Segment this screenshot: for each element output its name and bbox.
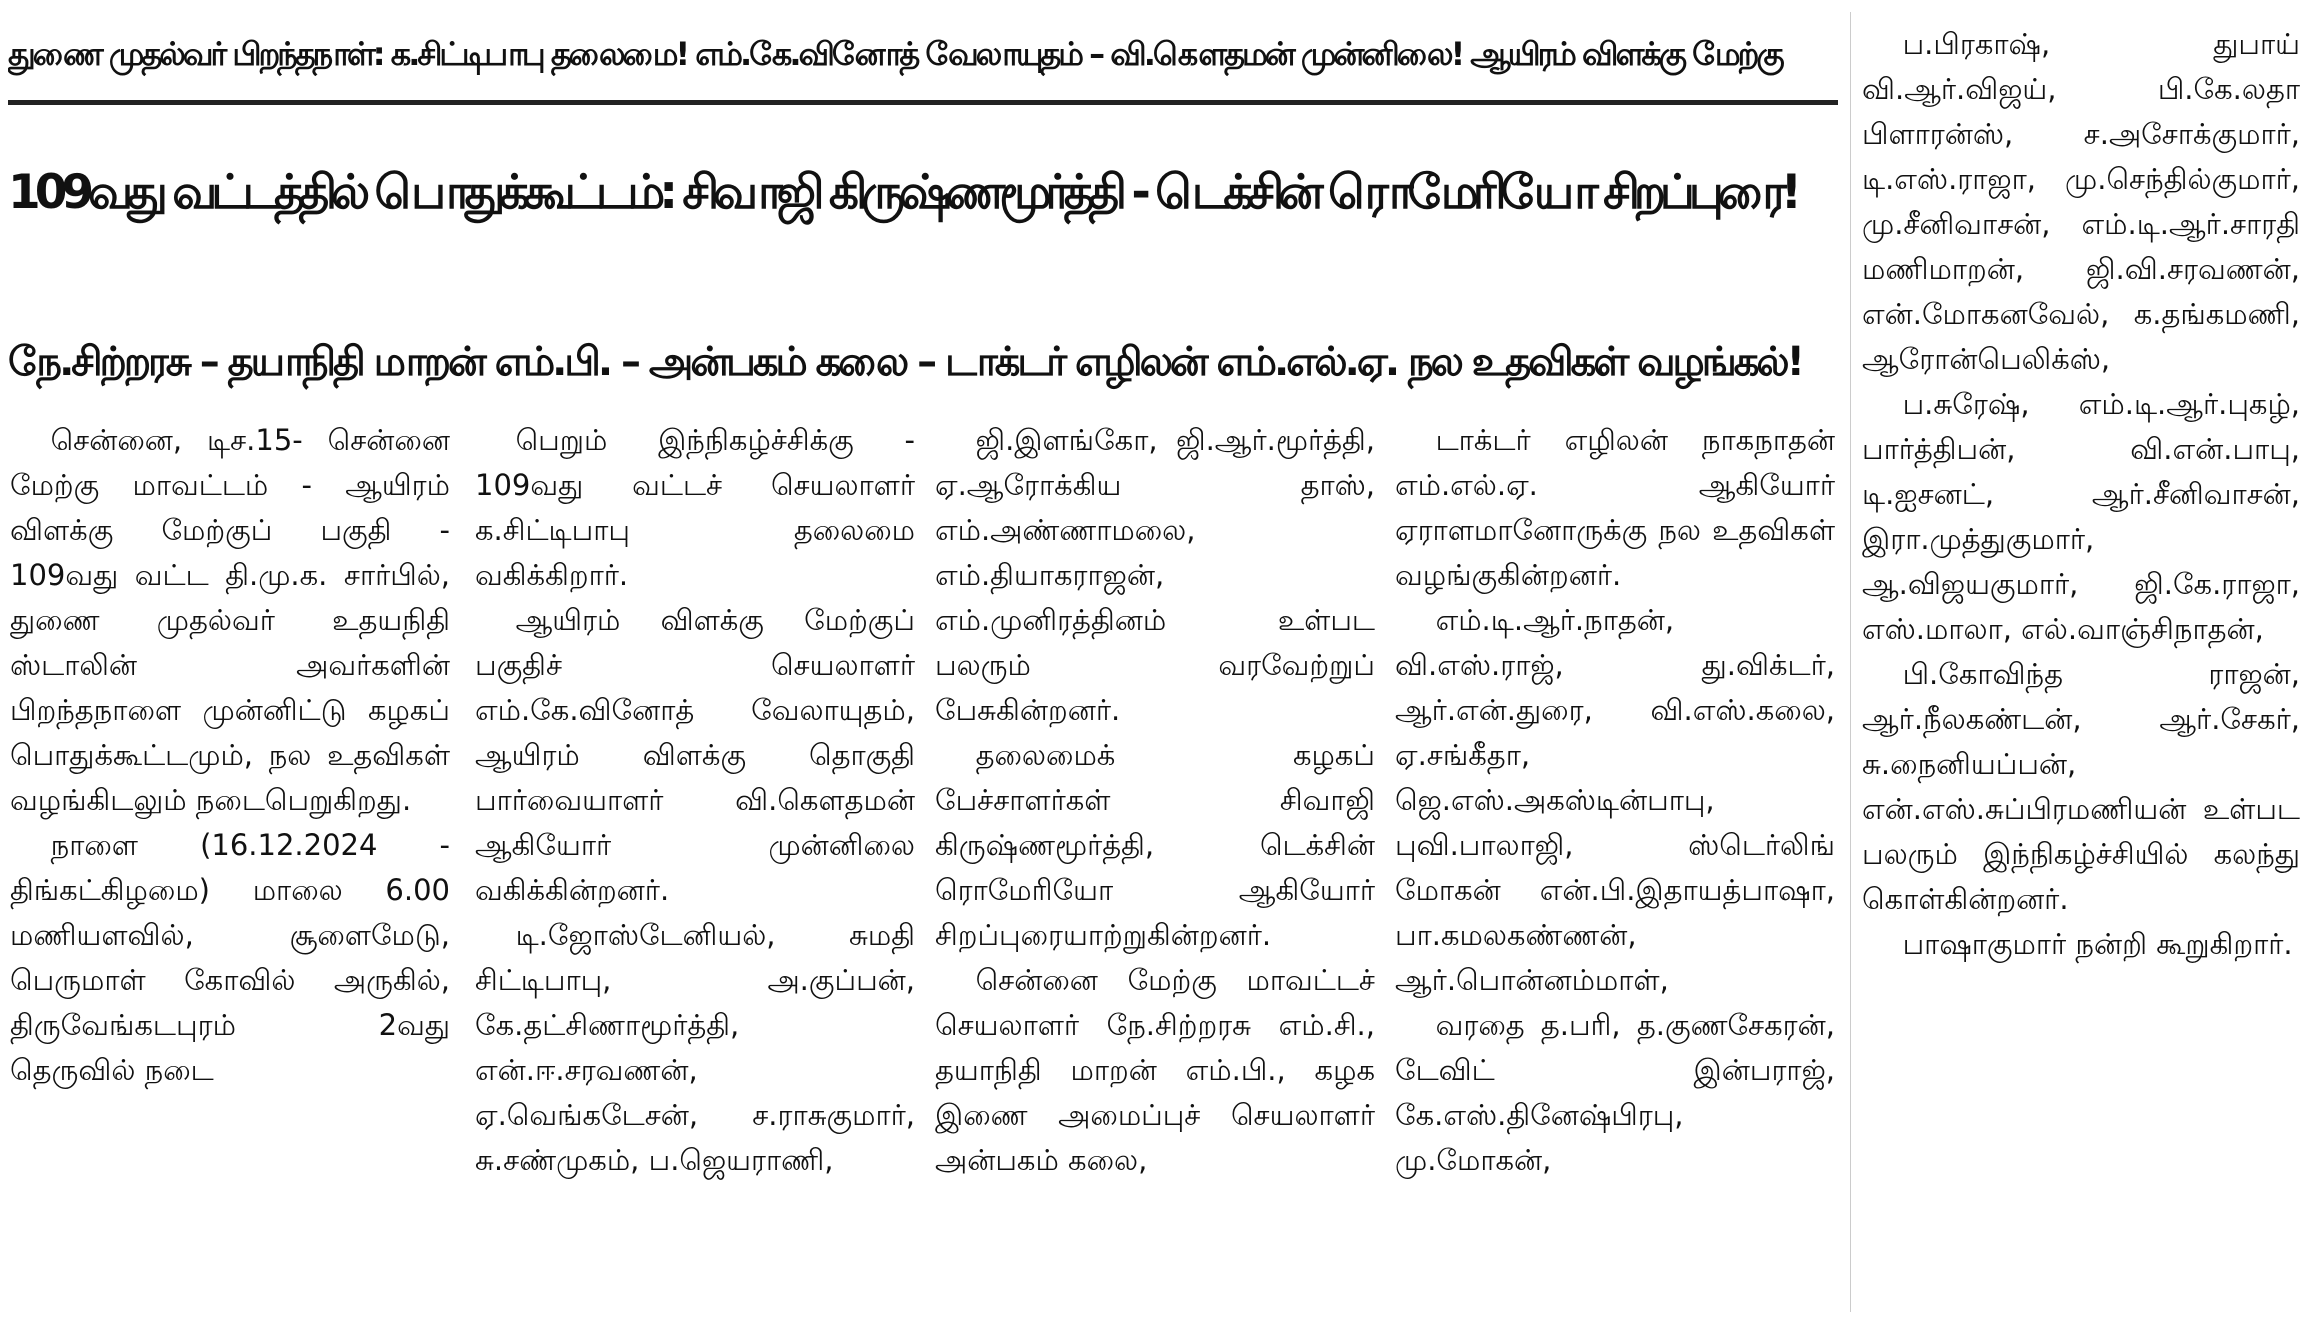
right-column-divider [1850,12,1851,1312]
column-paragraph: டி.ஜோஸ்டேனியல், சுமதி சிட்டிபாபு, அ.குப்பன், கே.தட்சிணாமூர்த்தி, என்.ஈ.சரவணன், ஏ.வெங்கடேசன், ச.ராசுகுமார், சு.சண்முகம், ப.ஜெயராணி, [475,918,915,1177]
article-column-1 [10,418,450,1318]
column-paragraph: டாக்டர் எழிலன் நாகநாதன் எம்.எல்.ஏ. ஆகியோர் ஏராளமானோருக்கு நல உதவிகள் வழங்குகின்றனர். [1395,423,1835,592]
column-paragraph: தலைமைக் கழகப் பேச்சாளர்கள் சிவாஜி கிருஷ்ணமூர்த்தி, டெக்சின் ரொமேரியோ ஆகியோர் சிறப்புரையாற்றுகின்றனர். [935,738,1375,952]
headline-rule [8,100,1838,105]
column-paragraph: வரதை த.பரி, த.குணசேகரன், டேவிட் இன்பராஜ், கே.எஸ்.தினேஷ்பிரபு, மு.மோகன், [1395,1008,1835,1177]
column-paragraph: ப.பிரகாஷ், துபாய் வி.ஆர்.விஜய், பி.கே.லதா பிளாரன்ஸ், ச.அசோக்குமார், டி.எஸ்.ராஜா, மு.செந்தில்குமார், மு.சீனிவாசன், எம்.டி.ஆர்.சாரதி மணிமாறன், ஜி.வி.சரவணன், என்.மோகனவேல், க.தங்கமணி, ஆரோன்பெலிக்ஸ், [1862,27,2300,376]
column-paragraph: பாஷாகுமார் நன்றி கூறுகிறார். [1902,927,2293,961]
column-paragraph: ஆயிரம் விளக்கு மேற்குப் பகுதிச் செயலாளர் எம்.கே.வினோத் வேலாயுதம், ஆயிரம் விளக்கு தொகுதி பார்வையாளர் வி.கௌதமன் ஆகியோர் முன்னிலை வகிக்கின்றனர். [475,603,915,907]
column-paragraph: எம்.டி.ஆர்.நாதன், வி.எஸ்.ராஜ், து.விக்டர், ஆர்.என்.துரை, வி.எஸ்.கலை, ஏ.சங்கீதா, ஜெ.எஸ்.அகஸ்டின்பாபு, புவி.பாலாஜி, ஸ்டெர்லிங் மோகன் என்.பி.இதாயத்பாஷா, பா.கமலகண்ணன், ஆர்.பொன்னம்மாள், [1395,603,1835,997]
article-column-4 [1395,418,1835,1318]
column-paragraph: பெறும் இந்நிகழ்ச்சிக்கு - 109வது வட்டச் செயலாளர் க.சிட்டிபாபு தலைமை வகிக்கிறார். [475,423,915,592]
article-column-3 [935,418,1375,1318]
sub-headline: நே.சிற்றரசு – தயாநிதி மாறன் எம்.பி. – அன்பகம் கலை – டாக்டர் எழிலன் எம்.எல்.ஏ. நல உதவிகள் வழங்கல்! [8,339,1802,385]
column-paragraph: சென்னை, டிச.15- சென்னை மேற்கு மாவட்டம் - ஆயிரம் விளக்கு மேற்குப் பகுதி - 109வது வட்ட தி.மு.க. சார்பில், துணை முதல்வர் உதயநிதி ஸ்டாலின் அவர்களின் பிறந்தநாளை முன்னிட்டு கழகப் பொதுக்கூட்டமும், நல உதவிகள் வழங்கிடலும் நடைபெறுகிறது. [10,423,450,817]
article-column-5 [1862,22,2300,1322]
kicker-headline: துணை முதல்வர் பிறந்தநாள்: க.சிட்டிபாபு தலைமை! எம்.கே.வினோத் வேலாயுதம் – வி.கௌதமன் முன்னிலை! ஆயிரம் விளக்கு மேற்கு [8,35,1782,73]
column-paragraph: சென்னை மேற்கு மாவட்டச் செயலாளர் நே.சிற்றரசு எம்.சி., தயாநிதி மாறன் எம்.பி., கழக இணை அமைப்புச் செயலாளர் அன்பகம் கலை, [935,963,1375,1177]
column-paragraph: நாளை (16.12.2024 - திங்கட்கிழமை) மாலை 6.00 மணியளவில், சூளைமேடு, பெருமாள் கோவில் அருகில், திருவேங்கடபுரம் 2வது தெருவில் நடை [10,828,450,1087]
column-paragraph: ப.சுரேஷ், எம்.டி.ஆர்.புகழ், பார்த்திபன், வி.என்.பாபு, டி.ஐசனட், ஆர்.சீனிவாசன், இரா.முத்துகுமார், ஆ.விஜயகுமார், ஜி.கே.ராஜா, எஸ்.மாலா, எல்.வாஞ்சிநாதன், [1862,387,2300,646]
article-column-2 [475,418,915,1318]
column-paragraph: பி.கோவிந்த ராஜன், ஆர்.நீலகண்டன், ஆர்.சேகர், சு.நைனியப்பன், என்.எஸ்.சுப்பிரமணியன் உள்பட பலரும் இந்நிகழ்ச்சியில் கலந்து கொள்கின்றனர். [1862,657,2300,916]
main-headline: 109வது வட்டத்தில் பொதுக்கூட்டம்: சிவாஜி கிருஷ்ணமூர்த்தி - டெக்சின் ரொமேரியோ சிறப்புரை! [8,165,1797,220]
column-paragraph: ஜி.இளங்கோ, ஜி.ஆர்.மூர்த்தி, ஏ.ஆரோக்கிய தாஸ், எம்.அண்ணாமலை, எம்.தியாகராஜன், எம்.முனிரத்தினம் உள்பட பலரும் வரவேற்றுப் பேசுகின்றனர். [935,423,1375,727]
